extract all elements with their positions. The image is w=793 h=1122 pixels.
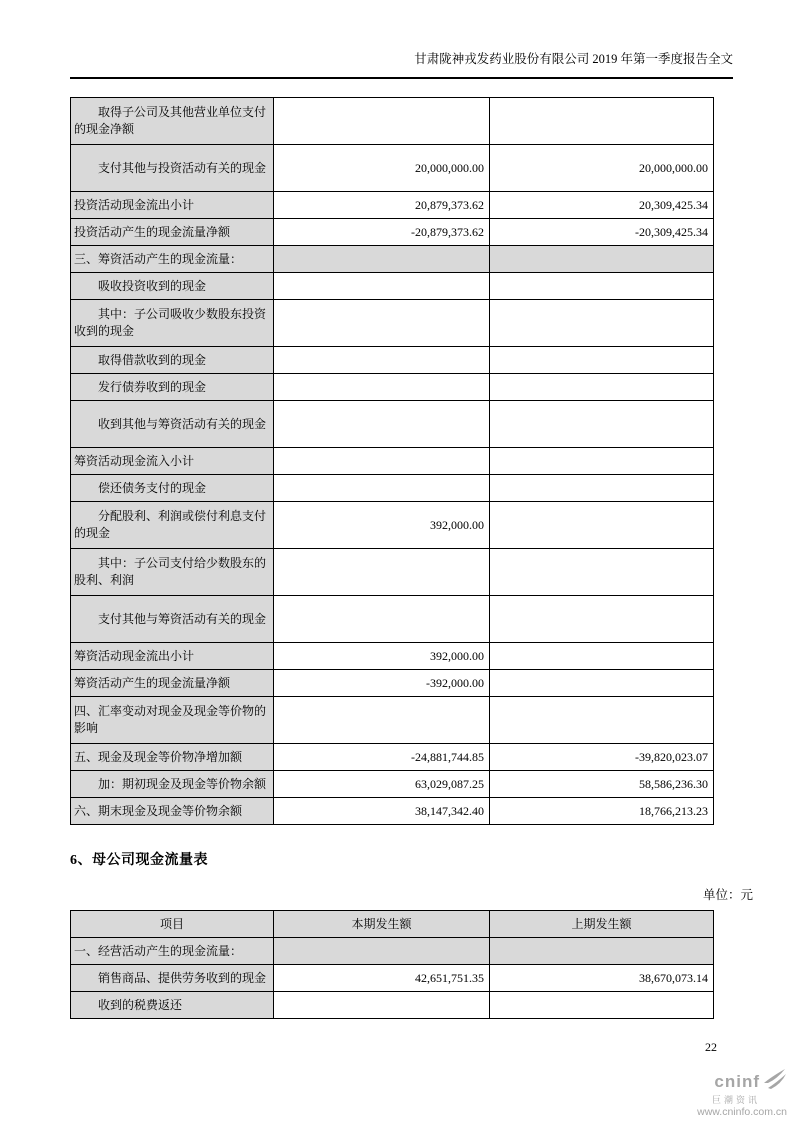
prior-period-value [490,643,714,670]
current-period-value: 392,000.00 [274,502,490,549]
prior-period-value [490,448,714,475]
table-row [71,192,714,219]
current-period-value: -20,879,373.62 [274,219,490,246]
current-period-value: 63,029,087.25 [274,771,490,798]
row-label: 五、现金及现金等价物净增加额 [71,744,274,771]
table-row [71,744,714,771]
table-row [71,145,714,192]
prior-period-value: 38,670,073.14 [490,965,714,992]
prior-period-value [490,347,714,374]
cninfo-logo [657,1068,787,1119]
row-label: 投资活动现金流出小计 [71,192,274,219]
table-row [71,246,714,273]
prior-period-value [490,596,714,643]
row-label: 发行债券收到的现金 [71,374,274,401]
row-label: 投资活动产生的现金流量净额 [71,219,274,246]
prior-period-value [490,246,714,273]
prior-period-value [490,475,714,502]
table-row [71,273,714,300]
current-period-value [274,347,490,374]
current-period-value: 42,651,751.35 [274,965,490,992]
row-label: 分配股利、利润或偿付利息支付的现金 [71,502,274,549]
table-row [71,401,714,448]
prior-period-value [490,401,714,448]
column-header: 本期发生额 [274,911,490,938]
row-label: 筹资活动现金流入小计 [71,448,274,475]
row-label: 一、经营活动产生的现金流量： [71,938,274,965]
prior-period-value [490,938,714,965]
table-row [71,300,714,347]
cninfo-swirl-icon [762,1068,787,1095]
current-period-value: -24,881,744.85 [274,744,490,771]
prior-period-value: 20,309,425.34 [490,192,714,219]
prior-period-value [490,992,714,1019]
current-period-value [274,938,490,965]
parent-cashflow-table [70,910,714,1019]
prior-period-value [490,374,714,401]
prior-period-value [490,502,714,549]
cashflow-table-continued [70,97,714,825]
row-label: 支付其他与筹资活动有关的现金 [71,596,274,643]
prior-period-value: -39,820,023.07 [490,744,714,771]
current-period-value [274,300,490,347]
row-label: 偿还债务支付的现金 [71,475,274,502]
column-header: 项目 [71,911,274,938]
current-period-value [274,246,490,273]
current-period-value [274,549,490,596]
current-period-value: 20,000,000.00 [274,145,490,192]
current-period-value [274,596,490,643]
table-row [71,475,714,502]
table-row [71,938,714,965]
table-row [71,448,714,475]
prior-period-value: -20,309,425.34 [490,219,714,246]
table-row [71,771,714,798]
table-row [71,643,714,670]
logo-brand-text: cninf [714,1071,760,1091]
row-label: 筹资活动产生的现金流量净额 [71,670,274,697]
section-heading: 6、母公司现金流量表 [70,853,208,868]
row-label: 其中：子公司吸收少数股东投资收到的现金 [71,300,274,347]
current-period-value [274,273,490,300]
table-row [71,670,714,697]
row-label: 吸收投资收到的现金 [71,273,274,300]
row-label: 取得子公司及其他营业单位支付的现金净额 [71,98,274,145]
row-label: 销售商品、提供劳务收到的现金 [71,965,274,992]
row-label: 支付其他与投资活动有关的现金 [71,145,274,192]
table-row [71,347,714,374]
table-row [71,549,714,596]
row-label: 筹资活动现金流出小计 [71,643,274,670]
report-header-title: 甘肃陇神戎发药业股份有限公司 2019 年第一季度报告全文 [70,50,733,79]
current-period-value: 38,147,342.40 [274,798,490,825]
table-row [71,965,714,992]
prior-period-value: 58,586,236.30 [490,771,714,798]
row-label: 四、汇率变动对现金及现金等价物的影响 [71,697,274,744]
table-row [71,798,714,825]
row-label: 三、筹资活动产生的现金流量： [71,246,274,273]
prior-period-value [490,670,714,697]
row-label: 收到的税费返还 [71,992,274,1019]
current-period-value: 20,879,373.62 [274,192,490,219]
logo-site-url: www.cninfo.com.cn [697,1106,787,1118]
table-row [71,502,714,549]
table-row [71,697,714,744]
current-period-value: 392,000.00 [274,643,490,670]
row-label: 六、期末现金及现金等价物余额 [71,798,274,825]
prior-period-value [490,273,714,300]
current-period-value [274,401,490,448]
row-label: 其中：子公司支付给少数股东的股利、利润 [71,549,274,596]
table-row [71,992,714,1019]
prior-period-value [490,697,714,744]
table-row [71,596,714,643]
row-label: 取得借款收到的现金 [71,347,274,374]
current-period-value [274,98,490,145]
current-period-value [274,374,490,401]
unit-label: 单位：元 [702,888,753,902]
logo-brand-cn: 巨潮资讯 [711,1095,760,1105]
page-number: 22 [705,1040,717,1054]
current-period-value [274,475,490,502]
table-row [71,374,714,401]
table-row [71,219,714,246]
row-label: 加：期初现金及现金等价物余额 [71,771,274,798]
prior-period-value: 20,000,000.00 [490,145,714,192]
current-period-value [274,448,490,475]
page-content [70,50,753,1019]
column-header: 上期发生额 [490,911,714,938]
prior-period-value [490,549,714,596]
current-period-value: -392,000.00 [274,670,490,697]
row-label: 收到其他与筹资活动有关的现金 [71,401,274,448]
current-period-value [274,697,490,744]
table-row [71,98,714,145]
prior-period-value [490,98,714,145]
current-period-value [274,992,490,1019]
prior-period-value [490,300,714,347]
table-header-row [71,911,714,938]
prior-period-value: 18,766,213.23 [490,798,714,825]
